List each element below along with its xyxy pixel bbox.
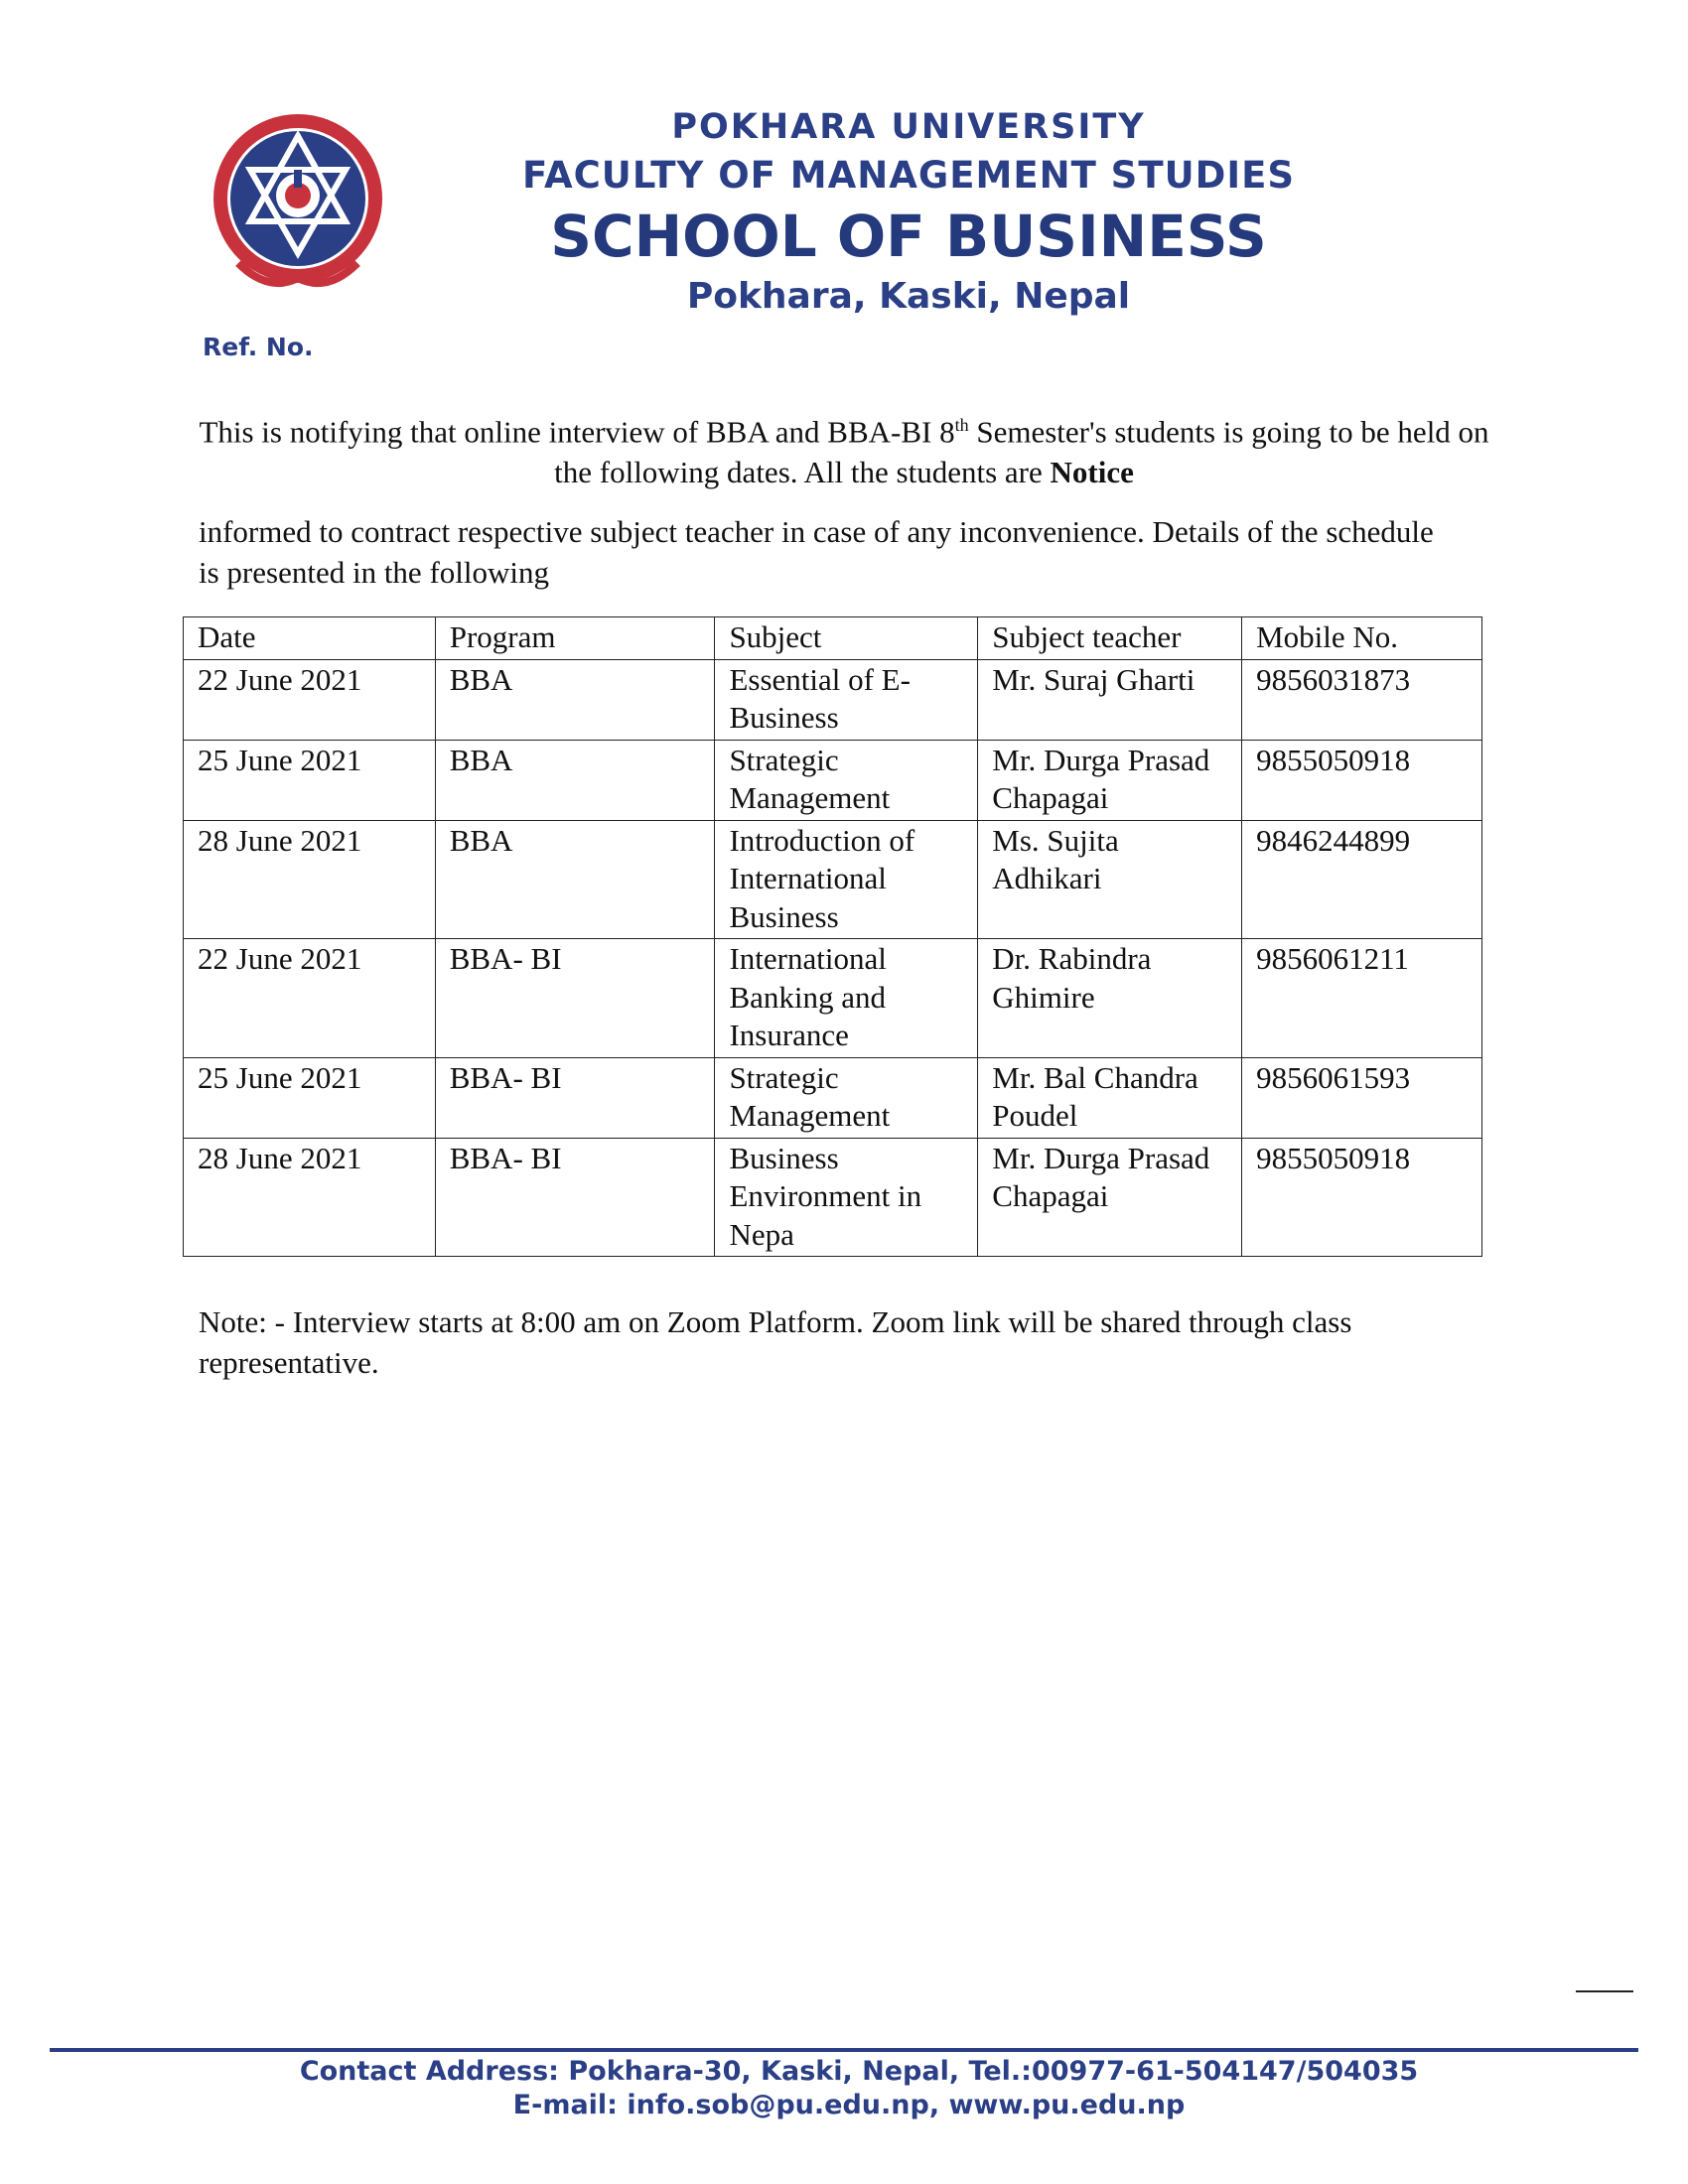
- table-row: [184, 659, 1482, 740]
- table-cell-date: 28 June 2021: [184, 820, 436, 939]
- note-paragraph: Note: - Interview starts at 8:00 am on Zoom Platform. Zoom link will be shared through class representative.: [199, 1304, 1352, 1380]
- footer: [0, 2055, 1688, 2122]
- table-row: [184, 820, 1482, 939]
- table-row: [184, 740, 1482, 820]
- intro-paragraph: [199, 405, 1489, 492]
- ref-number-label: Ref. No.: [203, 333, 314, 361]
- table-cell-program: BBA: [435, 659, 715, 740]
- column-header: Program: [435, 617, 715, 660]
- footer-email-web: E-mail: info.sob@pu.edu.np, www.pu.edu.np: [512, 2090, 1186, 2120]
- column-header: Subject teacher: [978, 617, 1242, 660]
- table-cell-program: BBA: [435, 740, 715, 820]
- table-row: [184, 1138, 1482, 1257]
- table-cell-teacher: Mr. Durga Prasad Chapagai: [978, 1138, 1242, 1257]
- table-header-row: [184, 617, 1482, 660]
- table-cell-program: BBA: [435, 820, 715, 939]
- table-cell-mobile: 9856061211: [1242, 939, 1482, 1058]
- table-cell-subject: International Banking and Insurance: [715, 939, 978, 1058]
- table-cell-mobile: 9856031873: [1242, 659, 1482, 740]
- table-cell-date: 22 June 2021: [184, 659, 436, 740]
- table-cell-program: BBA- BI: [435, 1057, 715, 1138]
- table-cell-subject: Introduction of International Business: [715, 820, 978, 939]
- table-cell-mobile: 9856061593: [1242, 1057, 1482, 1138]
- intro-text-a: This is notifying that online interview of BBA and BBA-BI 8: [199, 414, 955, 450]
- table-cell-date: 25 June 2021: [184, 1057, 436, 1138]
- interview-schedule-table: [183, 616, 1482, 1257]
- letterhead: [0, 0, 1688, 377]
- school-name: SCHOOL OF BUSINESS: [550, 203, 1267, 270]
- pokhara-university-seal-icon: [199, 104, 397, 303]
- table-cell-mobile: 9855050918: [1242, 740, 1482, 820]
- footer-divider: [50, 2048, 1638, 2052]
- intro-superscript: th: [954, 415, 969, 435]
- table-cell-subject: Essential of E-Business: [715, 659, 978, 740]
- table-cell-program: BBA- BI: [435, 939, 715, 1058]
- column-header: Subject: [715, 617, 978, 660]
- page-dash-mark: [1576, 1990, 1633, 1992]
- school-location: Pokhara, Kaski, Nepal: [686, 276, 1131, 317]
- intro-text-b: Semester's students is going to be held on the following dates. All the students are: [554, 414, 1489, 490]
- table-cell-subject: Strategic Management: [715, 1057, 978, 1138]
- table-cell-date: 25 June 2021: [184, 740, 436, 820]
- column-header: Mobile No.: [1242, 617, 1482, 660]
- table-row: [184, 939, 1482, 1058]
- university-name: POKHARA UNIVERSITY: [671, 107, 1146, 147]
- table-cell-program: BBA- BI: [435, 1138, 715, 1257]
- table-cell-subject: Business Environment in Nepa: [715, 1138, 978, 1257]
- table-cell-date: 28 June 2021: [184, 1138, 436, 1257]
- table-cell-teacher: Mr. Durga Prasad Chapagai: [978, 740, 1242, 820]
- table-cell-teacher: Mr. Suraj Gharti: [978, 659, 1242, 740]
- column-header: Date: [184, 617, 436, 660]
- intro-notice-bold: Notice: [1050, 455, 1134, 490]
- table-cell-teacher: Dr. Rabindra Ghimire: [978, 939, 1242, 1058]
- table-cell-teacher: Ms. Sujita Adhikari: [978, 820, 1242, 939]
- table-cell-mobile: 9846244899: [1242, 820, 1482, 939]
- table-cell-subject: Strategic Management: [715, 740, 978, 820]
- table-cell-teacher: Mr. Bal Chandra Poudel: [978, 1057, 1242, 1138]
- table-row: [184, 1057, 1482, 1138]
- table-cell-date: 22 June 2021: [184, 939, 436, 1058]
- table-cell-mobile: 9855050918: [1242, 1138, 1482, 1257]
- faculty-name: FACULTY OF MANAGEMENT STUDIES: [521, 154, 1296, 197]
- footer-contact-address: Contact Address: Pokhara-30, Kaski, Nepal, Tel.:00977-61-504147/504035: [299, 2056, 1419, 2087]
- body-paragraph: informed to contract respective subject teacher in case of any inconvenience. Details of the schedule is presented in the following: [199, 514, 1434, 590]
